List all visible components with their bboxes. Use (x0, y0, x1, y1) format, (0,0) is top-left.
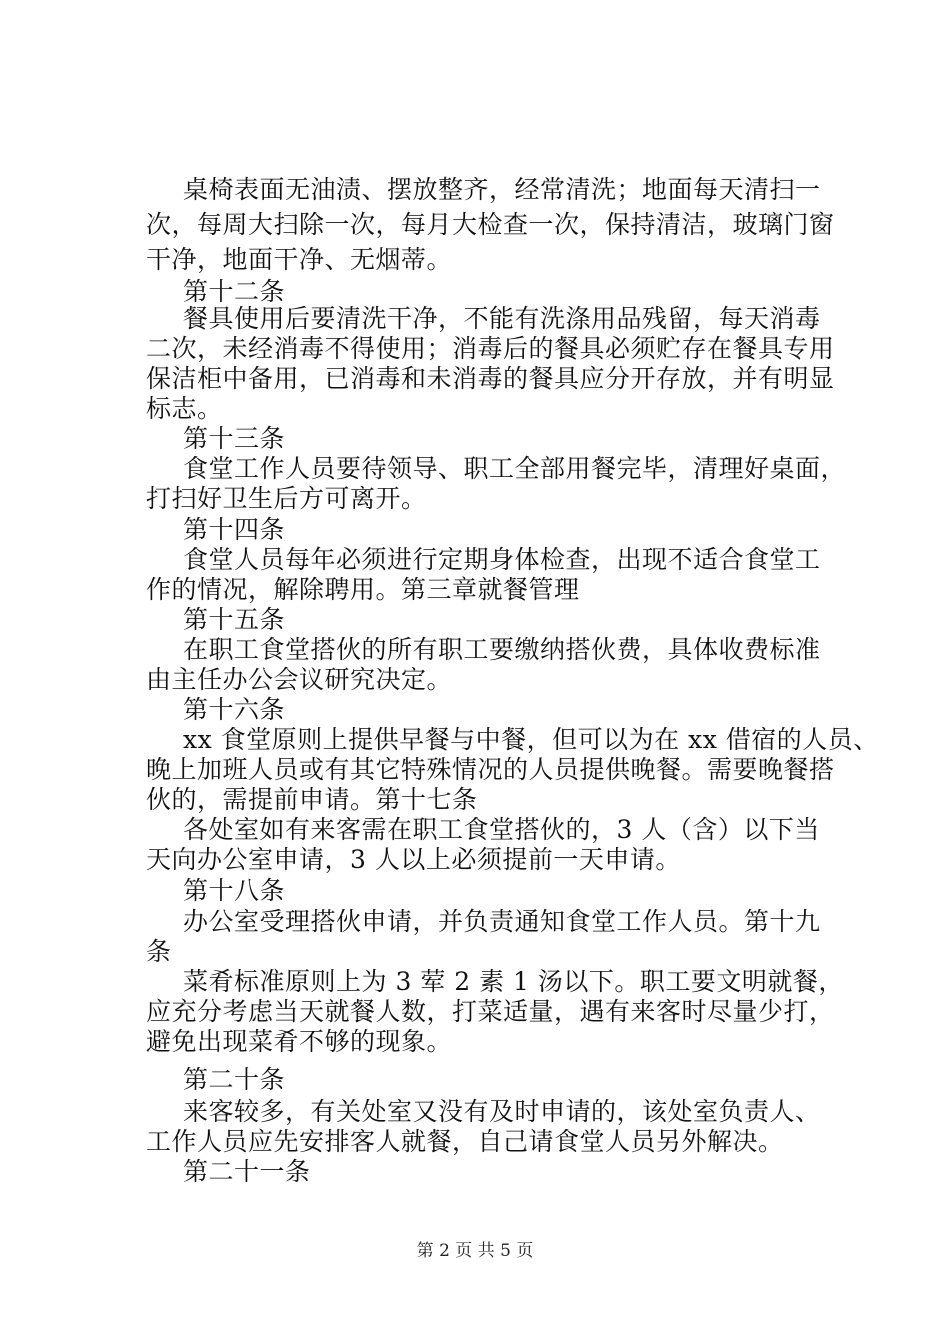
article-heading: 第十二条 (183, 277, 286, 306)
body-line: 二次，未经消毒不得使用；消毒后的餐具必须贮存在餐具专用 (146, 334, 835, 363)
body-line: 菜肴标准原则上为 3 荤 2 素 1 汤以下。职工要文明就餐， (183, 967, 844, 996)
body-line: 由主任办公会议研究决定。 (146, 665, 453, 694)
page-footer: 第 2 页 共 5 页 (416, 1241, 534, 1261)
body-line: 在职工食堂搭伙的所有职工要缴纳搭伙费，具体收费标准 (183, 635, 821, 664)
article-heading: 第二十一条 (183, 1157, 311, 1186)
body-line: 餐具使用后要清洗干净，不能有洗涤用品残留，每天消毒 (183, 304, 821, 333)
body-line: 伙的，需提前申请。第十七条 (146, 785, 478, 814)
body-line: 条 (146, 937, 172, 966)
body-line: 天向办公室申请，3 人以上必须提前一天申请。 (146, 845, 681, 874)
body-line: 作的情况，解除聘用。第三章就餐管理 (146, 575, 580, 604)
body-line: 保洁柜中备用，已消毒和未消毒的餐具应分开存放，并有明显 (146, 364, 835, 393)
article-heading: 第十四条 (183, 515, 286, 544)
body-line: xx 食堂原则上提供早餐与中餐，但可以为在 xx 借宿的人员、 (183, 725, 879, 754)
body-line: 食堂人员每年必须进行定期身体检查，出现不适合食堂工 (183, 545, 821, 574)
body-line: 打扫好卫生后方可离开。 (146, 484, 427, 513)
body-line: 次，每周大扫除一次，每月大检查一次，保持清洁，玻璃门窗 (146, 210, 835, 239)
body-line: 办公室受理搭伙申请，并负责通知食堂工作人员。第十九 (183, 907, 821, 936)
body-line: 来客较多，有关处室又没有及时申请的，该处室负责人、 (183, 1097, 821, 1126)
body-line: 桌椅表面无油渍、摆放整齐，经常清洗；地面每天清扫一 (183, 175, 821, 204)
article-heading: 第十八条 (183, 876, 286, 905)
body-line: 各处室如有来客需在职工食堂搭伙的，3 人（含）以下当 (183, 815, 820, 844)
article-heading: 第十三条 (183, 424, 286, 453)
article-heading: 第十六条 (183, 695, 286, 724)
body-line: 干净，地面干净、无烟蒂。 (146, 245, 453, 274)
body-line: 食堂工作人员要待领导、职工全部用餐完毕，清理好桌面， (183, 454, 847, 483)
body-line: 应充分考虑当天就餐人数，打菜适量，遇有来客时尽量少打， (146, 997, 835, 1026)
body-line: 避免出现菜肴不够的现象。 (146, 1027, 453, 1056)
body-line: 标志。 (146, 394, 223, 423)
body-line: 晚上加班人员或有其它特殊情况的人员提供晚餐。需要晚餐搭 (146, 755, 835, 784)
body-line: 工作人员应先安排客人就餐，自己请食堂人员另外解决。 (146, 1127, 784, 1156)
article-heading: 第二十条 (183, 1065, 286, 1094)
article-heading: 第十五条 (183, 605, 286, 634)
